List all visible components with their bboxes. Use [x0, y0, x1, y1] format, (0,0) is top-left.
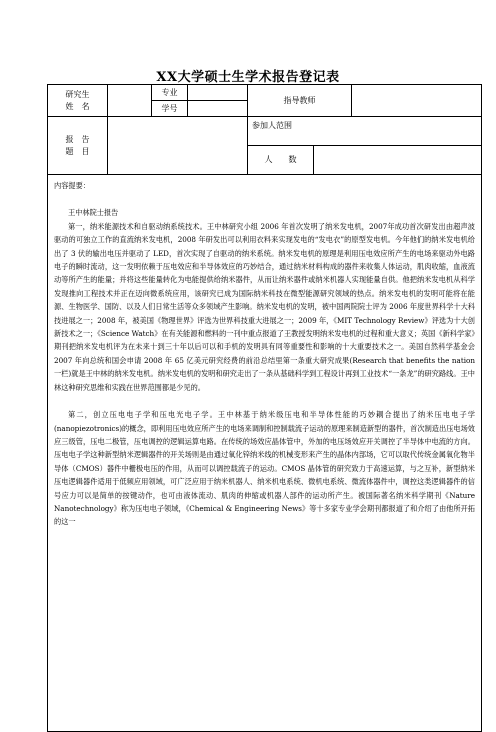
major-label: 专业 — [152, 85, 188, 101]
student-name-field[interactable] — [108, 85, 152, 117]
student-id-label: 学号 — [152, 101, 188, 117]
advisor-label: 指导教师 — [248, 85, 352, 117]
content-summary[interactable] — [48, 175, 482, 732]
paragraph-2: 第二，创立压电电子学和压电光电子学。王中林基于纳米级压电和半导体性能的巧妙耦合提出了纳米压电电子学(nanopiezotronics)的概念，即利用压电效应所产生的电场来调制和控制载流子运动的原理来制造新型的器件，首次制造出压电场效应三级管，压电二极管，压电调控的逻辑运算电路。在传统的场效应晶体管中，外加的电压场效应开关调控了半导体中电流的方向。压电电子学这种新型纳米逻辑器件的开关场则是由通过氧化锌纳米线的机械变形来产生的晶体内部场，它可以取代传统金属氧化物半导体（CMOS）器件中栅极电压的作用，从而可以调控载流子的运动。CMOS 晶体管的研究致力于高速运算，与之互补，新型纳米压电逻辑器件适用于低频应用领域，可广泛应用于纳米机器人、纳米机电系统、微机电系统、微流体器件中，调控这类逻辑器件的信号应力可以是简单的按键动作，也可由液体流动、肌肉的伸缩或机器人部件的运动所产生。被国际著名纳米科学期刊《Nature Nanotechnology》称为压电电子领域，《Chemical & Engineering News》等十多家专业学会期刊都报道了和介绍了由他所开拓的这一 — [54, 410, 475, 527]
student-id-field[interactable] — [188, 101, 248, 117]
report-topic-label: 报 告 题 目 — [48, 117, 108, 175]
scope-cell[interactable] — [248, 117, 482, 146]
attendee-count-label: 人 数 — [248, 146, 314, 175]
scope-label: 参加人范围 — [252, 121, 292, 130]
advisor-field[interactable] — [352, 85, 482, 117]
student-name-label: 研究生 姓 名 — [48, 85, 108, 117]
attendee-count-field[interactable] — [314, 146, 482, 175]
report-author: 王中林院士报告 — [68, 208, 119, 218]
report-topic-field[interactable] — [108, 117, 248, 175]
major-field[interactable] — [188, 85, 248, 101]
page-title: XX大学硕士生学术报告登记表 — [156, 70, 340, 85]
registration-form — [47, 84, 482, 732]
paragraph-1: 第一，纳米能源技术和自驱动纳系统技术。王中林研究小组 2006 年首次发明了纳米发电机，2007年成功首次研发出由超声波驱动的可独立工作的直流纳米发电机，2008 年研发出可以利用衣料来实现发电的“发电衣”的原型发电机。今年他们的纳米发电机给出了 3 伏的输出电压并驱动了 LED，首次实现了自驱动的纳米系统。纳米发电机的原理是利用压电效应所产生的电场来驱动外电路电子的瞬时流动，这一发明依赖于压电效应和半导体效应的巧妙结合，通过纳米材料构成的器件来收集人体运动，肌肉收缩，血液流动等所产生的能量；并将这些能量转化为电能提供给纳米器件，从而让纳米器件或纳米机器人实现能量自供。他把纳米发电机从科学发现推向工程技术并正在迈向微系统应用，该研究已成为国际纳米科技在微型能源研究领域的热点。纳米发电机的发明可能将在能源、生物医学、国防、以及人们日常生活等众多领域产生影响。纳米发电机的发明，被中国两院院士评为 2006 年度世界科学十大科技进展之一；2008 年，被美国《物理世界》评选为世界科技重大进展之一；2009 年，《MIT Technology Review》评选为十大创新技术之一；《Science Watch》在有关能源和燃料的一刊中重点报道了王教授发明纳米发电机的过程和重大意义；英国《新科学家》期刊把纳米发电机评为在未来十到三十年以后可以和手机的发明具有同等重要性和影响的十大重要技术之一。美国自然科学基金会 2007 年向总统和国会申请 2008 年 65 亿美元研究经费的前沿总结里第一条重大研究成果(Research that benefits the nation 一栏)就是王中林的纳米发电机。纳米发电机的发明和研究走出了一条从基础科学到工程设计再到工业技术“一条龙”的研究路线。王中林这种研究思维和实践在世界范围都是少见的。 — [54, 221, 475, 392]
content-summary-label: 内容提要： — [54, 181, 90, 190]
